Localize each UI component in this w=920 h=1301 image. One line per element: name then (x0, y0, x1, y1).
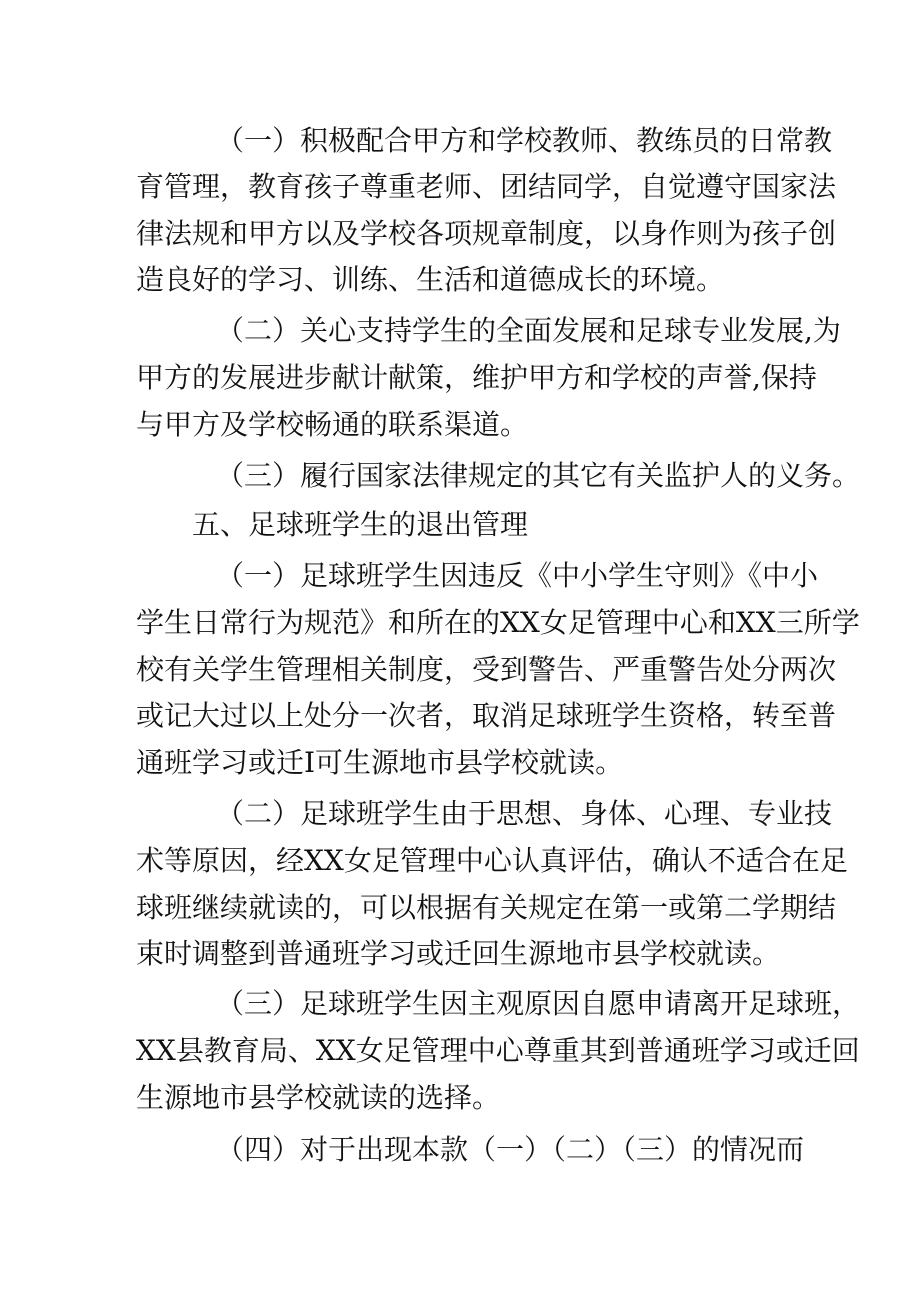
para-1-line-2: 育管理，教育孩子尊重老师、团结同学，自觉遵守国家法 (136, 170, 837, 203)
para-2-line-1: （二）关心支持学生的全面发展和足球专业发展,为 (216, 314, 841, 347)
para-4-line-5: 通班学习或迁I可生源地市县学校就读。 (136, 746, 624, 779)
para-5-line-2: 术等原因，经XX女足管理中心认真评估，确认不适合在足 (136, 844, 848, 877)
para-4-line-2: 学生日常行为规范》和所在的XX女足管理中心和XX三所学 (136, 606, 860, 639)
para-6-line-2: XX县教育局、XX女足管理中心尊重其到普通班学习或迁回 (136, 1034, 860, 1067)
para-6-line-3: 生源地市县学校就读的选择。 (136, 1081, 501, 1114)
para-1-line-3: 律法规和甲方以及学校各项规章制度，以身作则为孩子创 (136, 217, 837, 250)
para-1-line-1: （一）积极配合甲方和学校教师、教练员的日常教 (216, 124, 833, 157)
para-7-line-1: （四）对于出现本款（一）（二）（三）的情况而 (216, 1133, 805, 1166)
section-heading: 五、足球班学生的退出管理 (192, 508, 529, 541)
para-3-line-1: （三）履行国家法律规定的其它有关监护人的义务。 (216, 459, 861, 492)
para-5-line-3: 球班继续就读的，可以根据有关规定在第一或第二学期结 (136, 891, 837, 924)
para-4-line-4: 或记大过以上处分一次者，取消足球班学生资格，转至普 (136, 699, 837, 732)
para-2-line-2: 甲方的发展进步献计献策，维护甲方和学校的声誉,保持 (136, 361, 817, 394)
para-2-line-3: 与甲方及学校畅通的联系渠道。 (136, 408, 529, 441)
para-4-line-1: （一）足球班学生因违反《中小学生守则》《中小 (216, 559, 819, 592)
para-1-line-4: 造良好的学习、训练、生活和道德成长的环境。 (136, 263, 725, 296)
para-4-line-3: 校有关学生管理相关制度，受到警告、严重警告处分两次 (136, 653, 837, 686)
para-6-line-1: （三）足球班学生因主观原因自愿申请离开足球班， (216, 987, 861, 1020)
para-5-line-4: 束时调整到普通班学习或迁回生源地市县学校就读。 (136, 937, 781, 970)
para-5-line-1: （二）足球班学生由于思想、身体、心理、专业技 (216, 797, 833, 830)
